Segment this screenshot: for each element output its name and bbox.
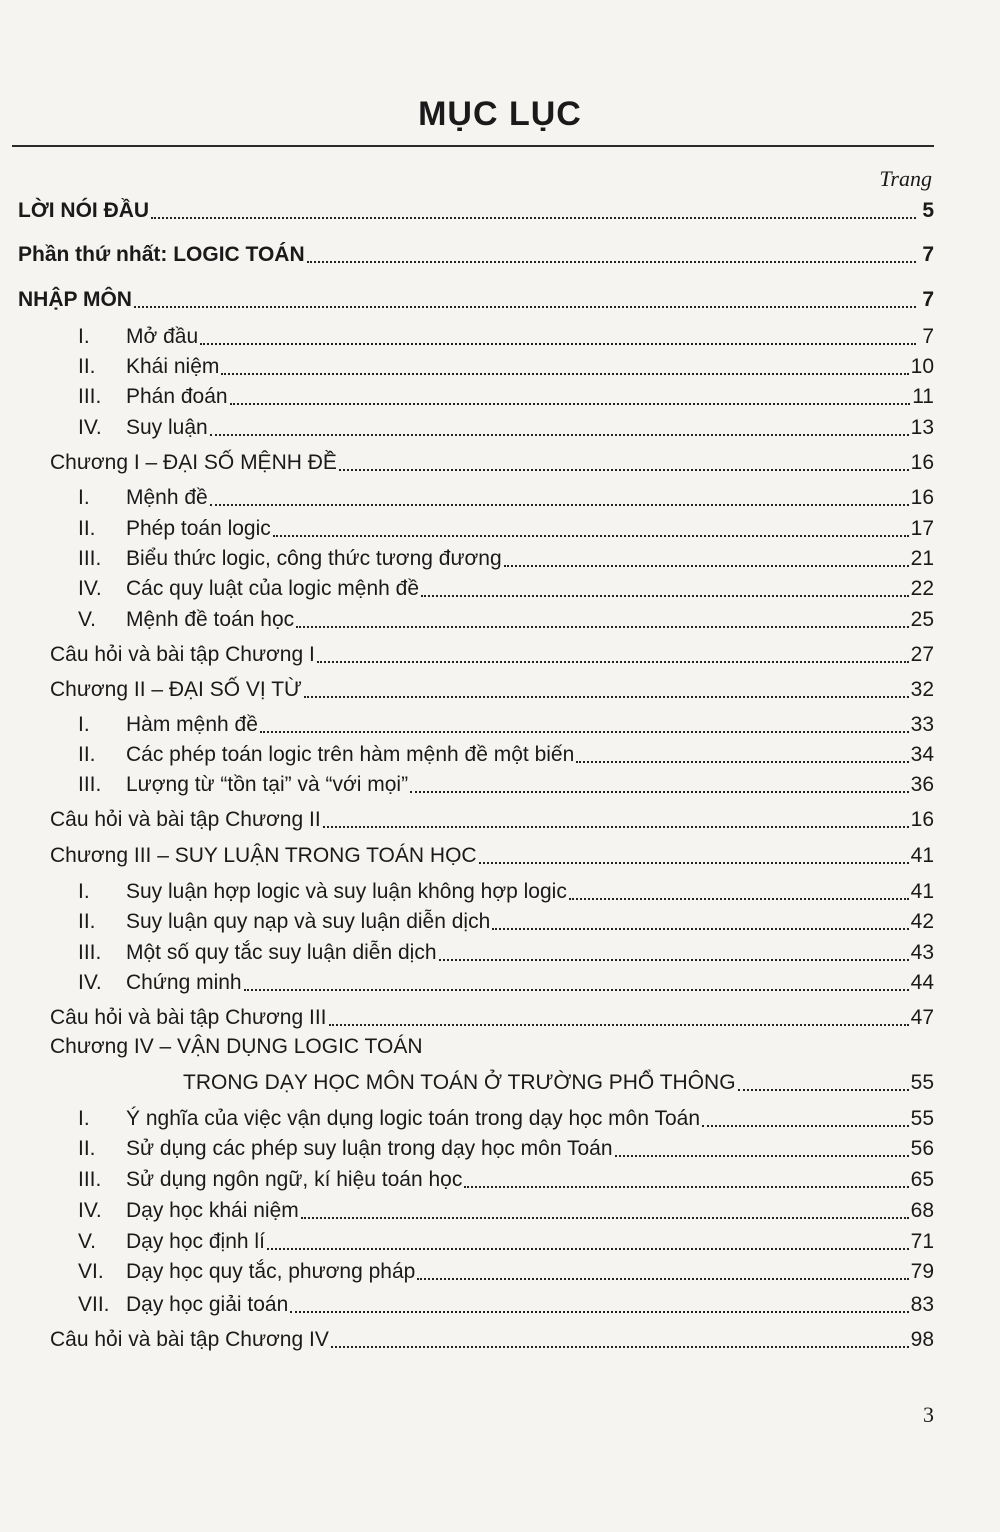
toc-entry-page: 16 xyxy=(910,808,934,831)
toc-entry-page: 32 xyxy=(910,678,934,701)
toc-entry-number: I. xyxy=(78,713,90,736)
toc-entry xyxy=(78,706,934,738)
toc-entry-page: 56 xyxy=(910,1137,934,1160)
toc-entry-number: III. xyxy=(78,385,102,408)
dot-leader xyxy=(200,337,916,345)
toc-entry-page: 10 xyxy=(910,355,934,378)
toc-entry-page: 71 xyxy=(910,1230,934,1253)
toc-entry-page: 79 xyxy=(910,1260,934,1283)
toc-entry xyxy=(50,444,934,476)
toc-entry-label: Câu hỏi và bài tập Chương IV xyxy=(50,1328,329,1351)
toc-entry-label: Biểu thức logic, công thức tương đương xyxy=(126,547,502,570)
toc-entry-number: IV. xyxy=(78,416,102,439)
toc-entry-page: 21 xyxy=(910,547,934,570)
toc-entry xyxy=(78,1286,934,1318)
toc-entry-page: 41 xyxy=(910,880,934,903)
dot-leader xyxy=(339,463,909,471)
toc-entry-label: Dạy học giải toán xyxy=(126,1293,289,1316)
toc-entry-number: IV. xyxy=(78,577,102,600)
toc-entry xyxy=(50,1321,934,1353)
toc-entry-label: Phần thứ nhất: LOGIC TOÁN xyxy=(18,243,305,266)
toc-entry-label: Khái niệm xyxy=(126,355,220,378)
dot-leader xyxy=(504,559,909,567)
toc-entry-page: 65 xyxy=(910,1168,934,1191)
toc-entry-page: 98 xyxy=(910,1328,934,1351)
dot-leader xyxy=(317,655,909,663)
dot-leader xyxy=(738,1083,909,1091)
toc-entry-label: Mở đầu xyxy=(126,325,199,348)
dot-leader xyxy=(267,1242,909,1250)
toc-entry xyxy=(18,236,934,268)
toc-entry xyxy=(78,378,934,410)
toc-entry-label: Sử dụng các phép suy luận trong dạy học môn Toán xyxy=(126,1137,613,1160)
toc-entry-label: Hàm mệnh đề xyxy=(126,713,258,736)
dot-leader xyxy=(210,428,909,436)
dot-leader xyxy=(479,856,909,864)
toc-entry xyxy=(50,999,934,1031)
toc-entry-label: Mệnh đề toán học xyxy=(126,608,295,631)
toc-entry xyxy=(78,1223,934,1255)
toc-entry xyxy=(78,736,934,768)
toc-entry-page: 34 xyxy=(910,743,934,766)
toc-entry-page: 33 xyxy=(910,713,934,736)
toc-entry-label: NHẬP MÔN xyxy=(18,288,132,311)
toc-entry-page: 55 xyxy=(910,1071,934,1094)
dot-leader xyxy=(421,589,909,597)
toc-entry xyxy=(78,903,934,935)
toc-entry-page: 13 xyxy=(910,416,934,439)
toc-entry xyxy=(50,801,934,833)
toc-entry-label: Câu hỏi và bài tập Chương II xyxy=(50,808,321,831)
toc-entry xyxy=(78,348,934,380)
toc-entry xyxy=(78,1100,934,1132)
dot-leader xyxy=(464,1180,908,1188)
dot-leader xyxy=(151,211,916,219)
toc-entry-page: 83 xyxy=(910,1293,934,1316)
toc-entry xyxy=(18,281,934,313)
toc-entry-page: 68 xyxy=(910,1199,934,1222)
toc-entry-number: V. xyxy=(78,1230,96,1253)
dot-leader xyxy=(492,922,908,930)
toc-entry-page: 55 xyxy=(910,1107,934,1130)
dot-leader xyxy=(244,983,909,991)
toc-entry xyxy=(78,1192,934,1224)
dot-leader xyxy=(210,498,909,506)
toc-entry-label: Dạy học khái niệm xyxy=(126,1199,299,1222)
toc-entry xyxy=(78,318,934,350)
toc-entry xyxy=(183,1064,934,1096)
toc-entry xyxy=(78,766,934,798)
toc-entry xyxy=(78,540,934,572)
toc-entry-page: 27 xyxy=(910,643,934,666)
toc-entry-number: VII. xyxy=(78,1293,110,1316)
toc-chapter-heading: Chương IV – VẬN DỤNG LOGIC TOÁN xyxy=(50,1035,423,1058)
toc-entry-page: 42 xyxy=(910,910,934,933)
toc-entry-label: Các phép toán logic trên hàm mệnh đề một biến xyxy=(126,743,575,766)
toc-entry-number: III. xyxy=(78,773,102,796)
toc-entry xyxy=(78,510,934,542)
toc-entry-label: Sử dụng ngôn ngữ, kí hiệu toán học xyxy=(126,1168,463,1191)
toc-entry xyxy=(78,409,934,441)
toc-entry xyxy=(78,1130,934,1162)
toc-entry xyxy=(50,636,934,668)
toc-entry-label: Suy luận xyxy=(126,416,208,439)
toc-entry xyxy=(50,837,934,869)
toc-entry-number: II. xyxy=(78,910,96,933)
dot-leader xyxy=(230,397,911,405)
dot-leader xyxy=(329,1018,909,1026)
toc-entry-page: 43 xyxy=(910,941,934,964)
toc-entry-number: III. xyxy=(78,547,102,570)
toc-entry-page: 22 xyxy=(910,577,934,600)
toc-entry-label: Dạy học quy tắc, phương pháp xyxy=(126,1260,416,1283)
toc-entry-number: I. xyxy=(78,325,90,348)
toc-entry-label: Chương III – SUY LUẬN TRONG TOÁN HỌC xyxy=(50,844,477,867)
toc-entry-number: III. xyxy=(78,1168,102,1191)
dot-leader xyxy=(290,1305,908,1313)
toc-entry-number: IV. xyxy=(78,971,102,994)
dot-leader xyxy=(307,255,916,263)
toc-entry-label: TRONG DẠY HỌC MÔN TOÁN Ở TRƯỜNG PHỔ THÔNG xyxy=(183,1071,736,1094)
toc-entry-number: III. xyxy=(78,941,102,964)
toc-entry-page: 7 xyxy=(922,325,934,348)
dot-leader xyxy=(260,725,909,733)
toc-entry-page: 17 xyxy=(910,517,934,540)
toc-entry-page: 44 xyxy=(910,971,934,994)
dot-leader xyxy=(301,1211,909,1219)
toc-entry xyxy=(78,570,934,602)
toc-entry xyxy=(78,934,934,966)
toc-entry-page: 16 xyxy=(910,451,934,474)
toc-entry-number: I. xyxy=(78,486,90,509)
toc-entry-number: I. xyxy=(78,880,90,903)
dot-leader xyxy=(331,1340,909,1348)
toc-entry-page: 47 xyxy=(910,1006,934,1029)
toc-entry-page: 41 xyxy=(910,844,934,867)
toc-entry-page: 5 xyxy=(922,199,934,222)
toc-entry-label: Phán đoán xyxy=(126,385,228,408)
dot-leader xyxy=(134,300,916,308)
toc-entry-number: IV. xyxy=(78,1199,102,1222)
dot-leader xyxy=(615,1149,909,1157)
toc-entry-number: VI. xyxy=(78,1260,104,1283)
page-number: 3 xyxy=(923,1402,934,1427)
dot-leader xyxy=(576,755,908,763)
page-title: MỤC LỤC xyxy=(418,95,582,133)
toc-entry xyxy=(78,873,934,905)
dot-leader xyxy=(410,785,909,793)
toc-entry-page: 7 xyxy=(922,288,934,311)
dot-leader xyxy=(569,892,909,900)
page-column-label: Trang xyxy=(879,166,932,191)
toc-entry-label: Ý nghĩa của việc vận dụng logic toán trong dạy học môn Toán xyxy=(126,1107,701,1130)
toc-entry xyxy=(18,192,934,224)
toc-entry-label: Chứng minh xyxy=(126,971,242,994)
toc-entry-label: Chương II – ĐẠI SỐ VỊ TỪ xyxy=(50,678,302,701)
dot-leader xyxy=(417,1272,908,1280)
toc-entry-number: I. xyxy=(78,1107,90,1130)
toc-entry xyxy=(78,964,934,996)
toc-entry-label: Phép toán logic xyxy=(126,517,271,540)
toc-entry-page: 7 xyxy=(922,243,934,266)
dot-leader xyxy=(221,367,908,375)
toc-entry-label: Lượng từ “tồn tại” và “với mọi” xyxy=(126,773,409,796)
toc-entry-number: II. xyxy=(78,355,96,378)
toc-entry-label: LỜI NÓI ĐẦU xyxy=(18,199,150,222)
dot-leader xyxy=(323,820,909,828)
toc-entry xyxy=(50,671,934,703)
dot-leader xyxy=(273,529,909,537)
toc-entry-number: V. xyxy=(78,608,96,631)
toc-entry-number: II. xyxy=(78,1137,96,1160)
toc-entry-label: Các quy luật của logic mệnh đề xyxy=(126,577,420,600)
toc-entry-label: Câu hỏi và bài tập Chương III xyxy=(50,1006,327,1029)
toc-entry-page: 16 xyxy=(910,486,934,509)
toc-entry-label: Mệnh đề xyxy=(126,486,208,509)
toc-entry-label: Câu hỏi và bài tập Chương I xyxy=(50,643,315,666)
dot-leader xyxy=(702,1119,909,1127)
toc-entry-number: II. xyxy=(78,517,96,540)
toc-entry-label: Một số quy tắc suy luận diễn dịch xyxy=(126,941,437,964)
toc-entry xyxy=(78,479,934,511)
dot-leader xyxy=(296,620,909,628)
toc-entry-page: 25 xyxy=(910,608,934,631)
dot-leader xyxy=(439,953,909,961)
dot-leader xyxy=(304,690,909,698)
toc-entry-label: Dạy học định lí xyxy=(126,1230,265,1253)
toc-entry-page: 36 xyxy=(910,773,934,796)
toc-entry-number: II. xyxy=(78,743,96,766)
toc-entry-label: Suy luận quy nạp và suy luận diễn dịch xyxy=(126,910,491,933)
toc-entry xyxy=(78,1253,934,1285)
toc-entry xyxy=(78,601,934,633)
toc-entry-label: Chương I – ĐẠI SỐ MỆNH ĐỀ xyxy=(50,451,337,474)
toc-entry-label: Suy luận hợp logic và suy luận không hợp logic xyxy=(126,880,567,903)
toc-entry xyxy=(78,1161,934,1193)
toc-entry-page: 11 xyxy=(912,385,934,408)
